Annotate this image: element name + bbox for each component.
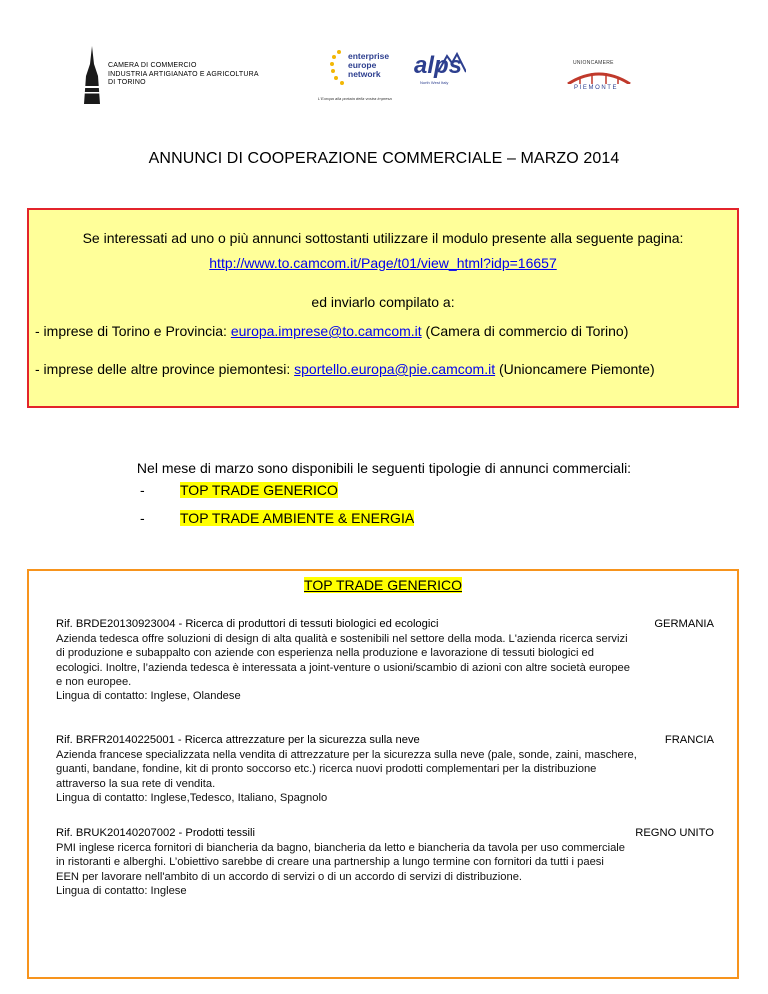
camcom-torino-logo (80, 46, 280, 104)
ad-ref: Rif. BRDE20130923004 - Ricerca di produttori di tessuti biologici ed ecologici (56, 618, 439, 630)
ad-item (56, 826, 714, 898)
ad-ref: Rif. BRFR20140225001 - Ricerca attrezzature per la sicurezza sulla neve (56, 734, 420, 746)
ad-country: FRANCIA (664, 734, 714, 746)
camcom-logo-line: CAMERA DI COMMERCIO (108, 62, 197, 69)
een-logo-line: network (348, 69, 381, 79)
type-dash: - (140, 482, 145, 498)
ad-ref: Rif. BRUK20140207002 - Prodotti tessili (56, 827, 255, 839)
notice-box (27, 208, 739, 408)
ad-line: Lingua di contatto: Inglese,Tedesco, Italiano, Spagnolo (56, 791, 328, 804)
een-logo-line: enterprise (348, 51, 390, 61)
type-label: TOP TRADE GENERICO (180, 482, 338, 498)
ad-line: Lingua di contatto: Inglese, Olandese (56, 690, 241, 703)
notice-line-prefix: - imprese delle altre province piemontesi: (35, 361, 295, 377)
camcom-logo-line: DI TORINO (108, 79, 146, 86)
mole-antonelliana-icon (80, 46, 104, 104)
intro-text: Nel mese di marzo sono disponibili le seguenti tipologie di annunci commerciali: (136, 460, 632, 476)
ad-line: ecologici. Inoltre, l’azienda tedesca è interessata a joint-venture o usioni/scambio di azioni con altre società europee (56, 661, 631, 674)
type-item (140, 510, 414, 526)
ad-line: e non europee. (56, 675, 132, 688)
piemonte-email-link[interactable]: sportello.europa@pie.camcom.it (294, 361, 496, 377)
eu-stars-icon (330, 48, 348, 88)
ad-country: REGNO UNITO (635, 827, 714, 839)
ad-line: Lingua di contatto: Inglese (56, 884, 187, 897)
notice-line-suffix: (Unioncamere Piemonte) (495, 361, 655, 377)
ad-item (56, 617, 714, 703)
ad-line: Azienda tedesca offre soluzioni di design di alta qualità e sostenibili nel settore della moda. L'azienda ricerca servizi (56, 633, 628, 645)
camcom-logo-line: INDUSTRIA ARTIGIANATO E AGRICOLTURA (108, 70, 259, 78)
alps-sub-text: North West Italy (420, 80, 449, 85)
section-title (29, 577, 737, 593)
ad-line: in ristoranti e alberghi. L’obiettivo sarebbe di creare una partnership a lungo termine con fornitori da tutti i paesi (56, 856, 604, 869)
ad-line: di produzione e subappalto con aziende con esperienza nella produzione e lavorazione di tessuti biologici ed (56, 647, 594, 660)
unioncamere-top-text: UNIONCAMERE (573, 60, 614, 66)
ad-line: Azienda francese specializzata nella vendita di attrezzature per la sicurezza sulla neve (pale, sonde, zaini, maschere, (56, 749, 637, 761)
ad-item (56, 733, 714, 805)
ad-country: GERMANIA (654, 618, 714, 630)
ads-section (27, 569, 739, 979)
type-label: TOP TRADE AMBIENTE & ENERGIA (180, 510, 415, 526)
notice-line-suffix: (Camera di commercio di Torino) (421, 323, 629, 339)
een-tagline: L'Europa alla portata della vostra impresa (318, 96, 392, 101)
notice-line-piemonte (35, 361, 655, 377)
een-logo-line: europe (348, 60, 377, 70)
notice-send-text: ed inviarlo compilato a: (311, 294, 455, 310)
section-title-text: TOP TRADE GENERICO (304, 577, 462, 593)
ad-line: attraverso la sua rete di vendita. (56, 777, 216, 790)
page-title: ANNUNCI DI COOPERAZIONE COMMERCIALE – MARZO 2014 (148, 150, 620, 167)
ad-line: EEN per lavorare nell'ambito di un accordo di servizi o di un accordo di servizi di distribuzione. (56, 870, 523, 883)
notice-line-torino (35, 323, 628, 339)
type-dash: - (140, 510, 145, 526)
notice-line-prefix: - imprese di Torino e Provincia: (35, 323, 231, 339)
ad-line: PMI inglese ricerca fornitori di biancheria da bagno, biancheria da letto e biancheria da tavola per uso commerciale (56, 842, 626, 854)
een-alps-logo (318, 44, 468, 104)
form-link[interactable]: http://www.to.camcom.it/Page/t01/view_html?idp=16657 (209, 255, 557, 271)
torino-email-link[interactable]: europa.imprese@to.camcom.it (230, 323, 422, 339)
unioncamere-arch-icon (566, 68, 632, 84)
alps-logo-text: alps (414, 52, 463, 79)
unioncamere-bottom-text: PIEMONTE (574, 85, 619, 91)
unioncamere-logo (564, 60, 634, 96)
type-item (140, 482, 338, 498)
notice-intro: Se interessati ad uno o più annunci sottostanti utilizzare il modulo presente alla seguente pagina: (82, 230, 684, 246)
ad-line: guanti, bandane, fondine, kit di pronto soccorso etc.) ricerca nuovi prodotti complementari per la distribuzione (56, 763, 597, 776)
